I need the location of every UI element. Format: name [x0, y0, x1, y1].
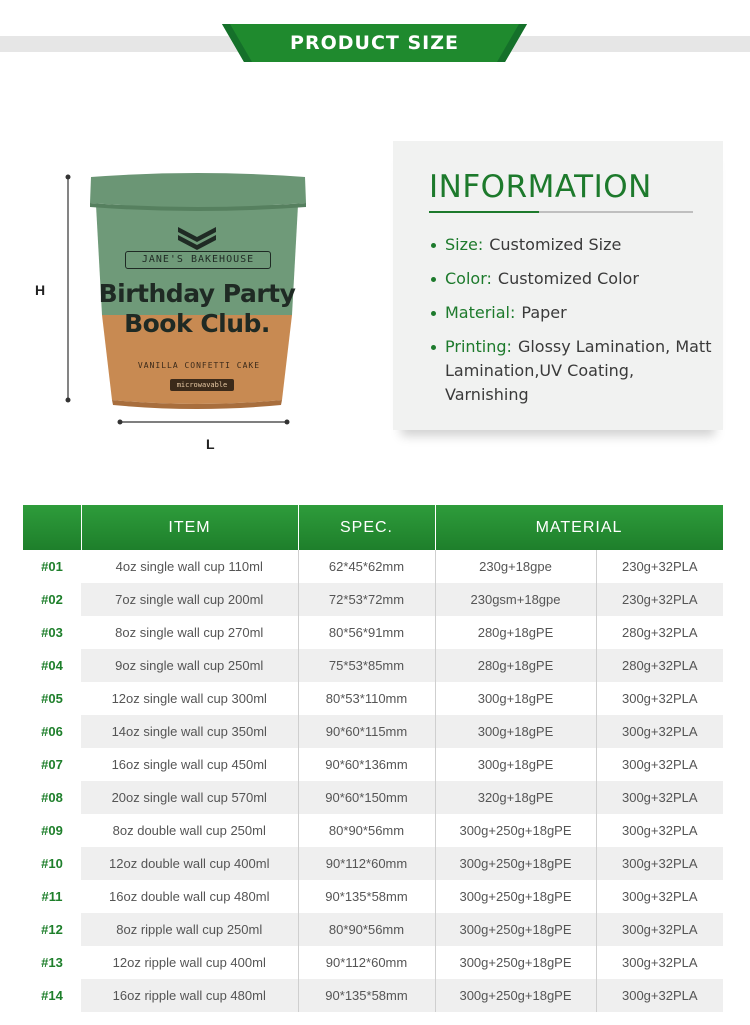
table-row [23, 748, 723, 781]
title-banner [222, 24, 527, 62]
row-number: #02 [23, 583, 81, 616]
row-number: #14 [23, 979, 81, 1012]
info-value: Customized Size [489, 235, 622, 254]
material-pla-cell: 230g+32PLA [596, 583, 723, 616]
table-row [23, 682, 723, 715]
info-item-printing [431, 335, 721, 407]
material-pla-cell: 300g+32PLA [596, 781, 723, 814]
item-cell: 4oz single wall cup 110ml [81, 550, 298, 583]
spec-cell: 90*135*58mm [298, 979, 435, 1012]
information-card [393, 141, 723, 430]
height-label: H [35, 282, 46, 298]
spec-cell: 90*60*136mm [298, 748, 435, 781]
info-value: Customized Color [497, 269, 639, 288]
spec-cell: 80*53*110mm [298, 682, 435, 715]
material-pe-cell: 320g+18gPE [435, 781, 596, 814]
material-pla-cell: 300g+32PLA [621, 757, 698, 772]
material-pe-cell: 300g+250g+18gPE [435, 946, 596, 979]
item-cell: 16oz double wall cup 480ml [81, 880, 298, 913]
spec-cell: 62*45*62mm [298, 550, 435, 583]
table-row [23, 781, 723, 814]
row-number: #10 [23, 847, 81, 880]
table-header-row [23, 505, 723, 550]
info-label: Size: [445, 235, 484, 254]
info-item-color [431, 267, 721, 291]
cup-tag: microwavable [170, 379, 234, 391]
material-pe-cell: 300g+250g+18gPE [435, 913, 596, 946]
bullet-icon [431, 243, 436, 248]
length-label: L [206, 436, 215, 452]
bullet-icon [431, 311, 436, 316]
info-label: Material: [445, 303, 516, 322]
row-number: #04 [23, 649, 81, 682]
information-list [431, 233, 721, 417]
item-cell: 8oz double wall cup 250ml [81, 814, 298, 847]
material-pla-cell: 300g+32PLA [621, 889, 698, 904]
table-row [23, 814, 723, 847]
material-pla-cell: 230g+32PLA [621, 559, 698, 574]
header-spec: SPEC. [298, 505, 435, 550]
row-number: #03 [41, 625, 63, 640]
information-title: INFORMATION [429, 169, 652, 205]
material-pe-cell: 300g+250g+18gPE [435, 880, 596, 913]
material-pe-cell: 300g+250g+18gPE [435, 979, 596, 1012]
spec-cell: 90*60*150mm [298, 781, 435, 814]
material-pla-cell: 300g+32PLA [596, 913, 723, 946]
table-row [23, 616, 723, 649]
row-number: #08 [23, 781, 81, 814]
material-pe-cell: 300g+250g+18gPE [435, 814, 596, 847]
spec-cell: 90*60*115mm [298, 715, 435, 748]
item-cell: 16oz ripple wall cup 480ml [81, 979, 298, 1012]
table-row [23, 913, 723, 946]
spec-cell: 80*90*56mm [298, 913, 435, 946]
material-pla-cell: 280g+32PLA [596, 649, 723, 682]
material-pe-cell: 230gsm+18gpe [435, 583, 596, 616]
row-number: #07 [41, 757, 63, 772]
material-pe-cell: 280g+18gPE [435, 616, 596, 649]
row-number: #09 [41, 823, 63, 838]
information-divider [429, 211, 693, 213]
material-pla-cell: 300g+32PLA [621, 955, 698, 970]
header-item: ITEM [81, 505, 298, 550]
info-label: Color: [445, 269, 492, 288]
spec-cell: 80*90*56mm [298, 814, 435, 847]
material-pla-cell: 300g+32PLA [596, 847, 723, 880]
table-body [23, 550, 723, 1012]
row-number: #12 [23, 913, 81, 946]
header-material: MATERIAL [435, 505, 723, 550]
table-row [23, 946, 723, 979]
cup-line-1: Birthday Party [98, 279, 296, 308]
info-value: Glossy Lamination, Matt Lamination,UV Coating, Varnishing [445, 337, 712, 404]
item-cell: 20oz single wall cup 570ml [81, 781, 298, 814]
cup-flavor: VANILLA CONFETTI CAKE [137, 361, 261, 370]
info-value: Paper [521, 303, 567, 322]
spec-cell: 90*135*58mm [298, 880, 435, 913]
material-pla-cell: 300g+32PLA [621, 691, 698, 706]
item-cell: 16oz single wall cup 450ml [81, 748, 298, 781]
material-pe-cell: 300g+250g+18gPE [435, 847, 596, 880]
row-number: #01 [41, 559, 63, 574]
row-number: #11 [41, 889, 63, 904]
material-pla-cell: 300g+32PLA [596, 715, 723, 748]
info-label: Printing: [445, 337, 512, 356]
material-pla-cell: 300g+32PLA [596, 979, 723, 1012]
spec-cell: 90*112*60mm [298, 847, 435, 880]
info-item-size [431, 233, 721, 257]
spec-cell: 90*112*60mm [298, 946, 435, 979]
header-corner [23, 505, 81, 550]
cup-line-2: Book Club. [124, 309, 270, 338]
table-row [23, 979, 723, 1012]
row-number: #13 [41, 955, 63, 970]
item-cell: 8oz ripple wall cup 250ml [81, 913, 298, 946]
spec-table [23, 505, 724, 1012]
material-pe-cell: 300g+18gPE [435, 682, 596, 715]
table-row [23, 550, 723, 583]
material-pla-cell: 300g+32PLA [621, 823, 698, 838]
table-row [23, 715, 723, 748]
material-pe-cell: 300g+18gPE [435, 715, 596, 748]
spec-cell: 72*53*72mm [298, 583, 435, 616]
bullet-icon [431, 345, 436, 350]
product-illustration [30, 165, 330, 465]
row-number: #05 [41, 691, 63, 706]
item-cell: 12oz ripple wall cup 400ml [81, 946, 298, 979]
table-row [23, 847, 723, 880]
table-row [23, 583, 723, 616]
material-pla-cell: 280g+32PLA [621, 625, 698, 640]
material-pe-cell: 300g+18gPE [435, 748, 596, 781]
row-number: #06 [23, 715, 81, 748]
spec-table-container [23, 505, 723, 1012]
material-pe-cell: 230g+18gpe [435, 550, 596, 583]
item-cell: 14oz single wall cup 350ml [81, 715, 298, 748]
item-cell: 8oz single wall cup 270ml [81, 616, 298, 649]
spec-cell: 80*56*91mm [298, 616, 435, 649]
spec-cell: 75*53*85mm [298, 649, 435, 682]
item-cell: 12oz double wall cup 400ml [81, 847, 298, 880]
item-cell: 12oz single wall cup 300ml [81, 682, 298, 715]
cup-brand: JANE'S BAKEHOUSE [125, 251, 271, 269]
table-row [23, 880, 723, 913]
material-pe-cell: 280g+18gPE [435, 649, 596, 682]
table-row [23, 649, 723, 682]
bullet-icon [431, 277, 436, 282]
item-cell: 9oz single wall cup 250ml [81, 649, 298, 682]
info-item-material [431, 301, 721, 325]
page-title: PRODUCT SIZE [290, 32, 459, 54]
item-cell: 7oz single wall cup 200ml [81, 583, 298, 616]
